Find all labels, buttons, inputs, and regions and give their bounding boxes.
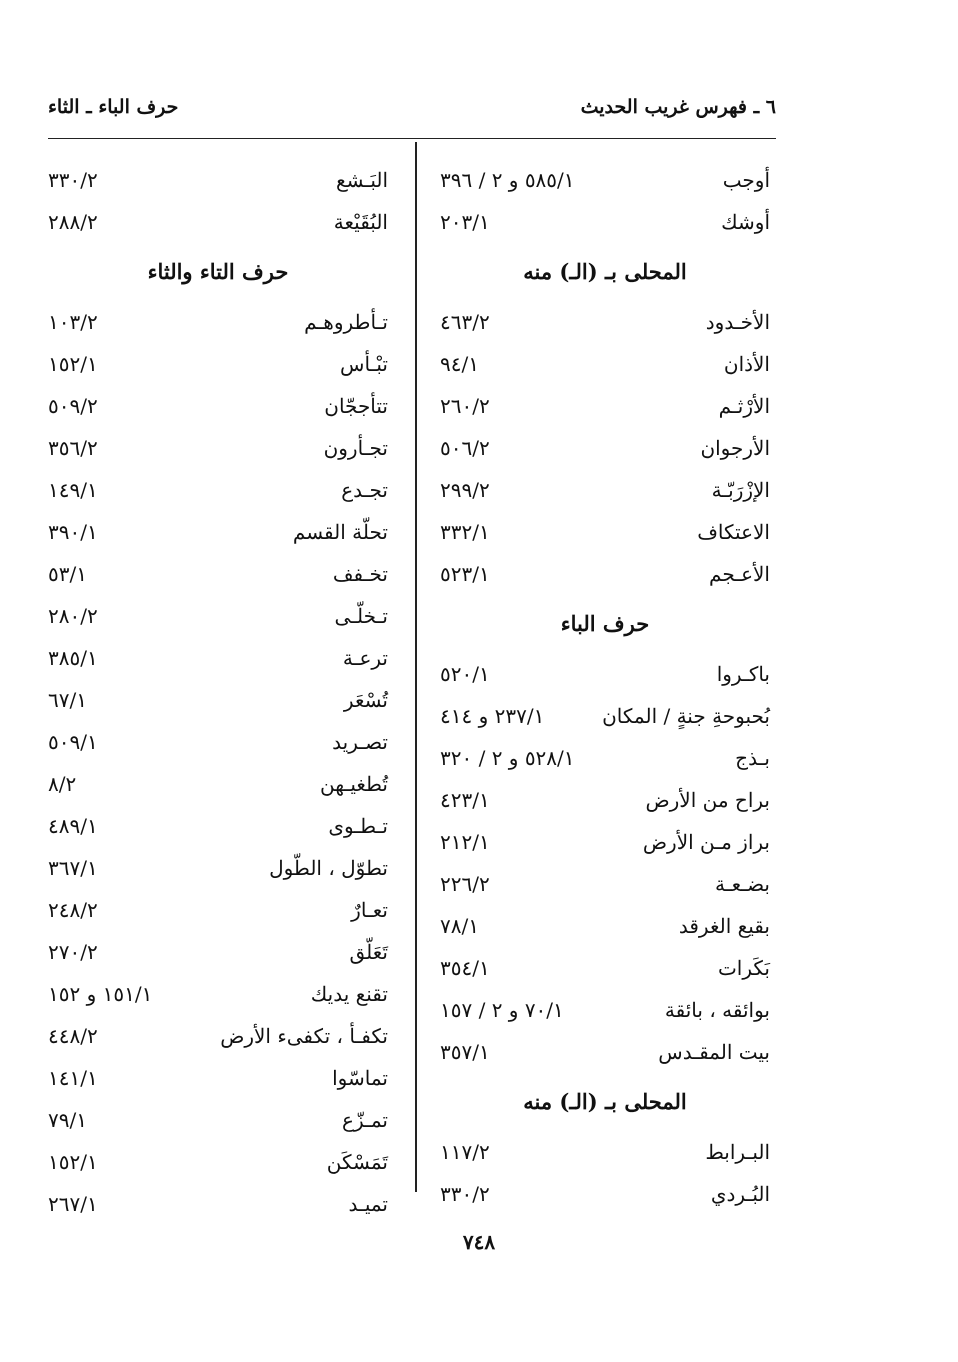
entry-reference: ١٤١/١	[48, 1066, 98, 1090]
entry-reference: ٥٢٠/١	[440, 662, 490, 686]
index-entry	[48, 847, 388, 889]
entry-reference: ٢١٢/١	[440, 830, 490, 854]
entry-term: تـخلّـى	[334, 604, 388, 628]
index-entry	[440, 301, 770, 343]
entry-term: الأعـجم	[709, 562, 770, 586]
entry-term: أوشك	[721, 210, 770, 234]
entry-reference: ٤٨٩/١	[48, 814, 98, 838]
entry-term: تكفـأ ، تكفىء الأرض	[220, 1024, 388, 1048]
header-rule	[48, 138, 776, 139]
header-letter-range: حرف الباء ـ الثاء	[48, 96, 179, 118]
index-entry	[48, 889, 388, 931]
entry-term: بوائقه ، بائقة	[664, 998, 770, 1022]
index-entry	[48, 1141, 388, 1183]
entry-reference: ٥٢٨/١ و ٢ / ٣٢٠	[440, 746, 575, 770]
entry-term: بقيع الغرقد	[678, 914, 770, 938]
index-entry	[440, 947, 770, 989]
index-entry	[48, 763, 388, 805]
entry-term: أوجب	[722, 168, 770, 192]
entry-term: تطوّل ، الطّول	[269, 856, 388, 880]
entry-term: تـطـوى	[328, 814, 388, 838]
index-entry	[48, 301, 388, 343]
index-entry	[440, 989, 770, 1031]
entry-reference: ١٥٢/١	[48, 352, 98, 376]
index-entry	[48, 595, 388, 637]
index-entry	[48, 805, 388, 847]
index-entry	[48, 385, 388, 427]
index-entry	[48, 201, 388, 243]
entry-reference: ٣٥٦/٢	[48, 436, 98, 460]
entry-term: تَمَسْكَن	[326, 1150, 388, 1174]
index-entry	[440, 695, 770, 737]
index-entry	[48, 637, 388, 679]
index-entry	[440, 343, 770, 385]
entry-reference: ٥٠٩/١	[48, 730, 98, 754]
entry-term: تُسْعَر	[343, 688, 388, 712]
index-column-left	[48, 159, 388, 1225]
entry-reference: ٢٤٨/٢	[48, 898, 98, 922]
entry-term: الأذان	[723, 352, 770, 376]
index-entry	[440, 511, 770, 553]
entry-reference: ٢٦٠/٢	[440, 394, 490, 418]
entry-term: براح من الأرض	[645, 788, 770, 812]
entry-term: تميـد	[348, 1192, 388, 1216]
entry-term: البُقَيْعة	[333, 210, 388, 234]
entry-term: البـرابط	[705, 1140, 770, 1164]
entry-reference: ٢٨٠/٢	[48, 604, 98, 628]
entry-term: تجـأرون	[323, 436, 388, 460]
entry-reference: ١٤٩/١	[48, 478, 98, 502]
entry-term: تُطغيـهن	[320, 772, 388, 796]
index-entry	[440, 469, 770, 511]
index-entry	[440, 737, 770, 779]
entry-term: البُـردي	[710, 1182, 770, 1206]
section-heading: المحلى بـ (الـ) منه	[523, 1089, 687, 1114]
section-heading: حرف التاء والثاء	[147, 259, 289, 284]
entry-term: تقنع يديك	[310, 982, 388, 1006]
entry-term: الاعتكاف	[697, 520, 770, 544]
index-entry	[48, 1057, 388, 1099]
entry-reference: ٣٨٥/١	[48, 646, 98, 670]
entry-term: براز مـن الأرض	[642, 830, 770, 854]
entry-reference: ٧٩/١	[48, 1108, 87, 1132]
entry-reference: ٧٨/١	[440, 914, 479, 938]
entry-term: بـذج	[735, 746, 770, 770]
index-entry	[48, 679, 388, 721]
entry-term: بضـعـة	[715, 872, 770, 896]
entry-reference: ٥٨٥/١ و ٢ / ٣٩٦	[440, 168, 575, 192]
section-heading: المحلى بـ (الـ) منه	[523, 259, 687, 284]
entry-term: تـأطروهـم	[304, 310, 388, 334]
index-entry	[440, 821, 770, 863]
index-entry	[440, 1131, 770, 1173]
entry-reference: ١١٧/٢	[440, 1140, 490, 1164]
entry-reference: ٢٢٦/٢	[440, 872, 490, 896]
entry-term: باكـروا	[716, 662, 770, 686]
entry-reference: ١٥١/١ و ١٥٢	[48, 982, 153, 1006]
entry-reference: ٥٢٣/١	[440, 562, 490, 586]
entry-term: بَكَرات	[717, 956, 770, 980]
entry-term: الأخـدود	[705, 310, 770, 334]
index-entry	[440, 1173, 770, 1215]
entry-term: الأرْثـم	[718, 394, 770, 418]
index-entry	[48, 721, 388, 763]
entry-reference: ٣٣٠/٢	[440, 1182, 490, 1206]
entry-term: ترعـة	[342, 646, 388, 670]
entry-reference: ٤٦٣/٢	[440, 310, 490, 334]
entry-reference: ٥٠٦/٢	[440, 436, 490, 460]
entry-reference: ٨/٢	[48, 772, 77, 796]
section-heading: حرف الباء	[560, 611, 650, 636]
index-entry	[440, 779, 770, 821]
entry-reference: ٢٨٨/٢	[48, 210, 98, 234]
index-entry	[48, 427, 388, 469]
index-entry	[440, 201, 770, 243]
column-divider	[415, 142, 417, 1192]
entry-reference: ٣٩٠/١	[48, 520, 98, 544]
entry-reference: ٥٠٩/٢	[48, 394, 98, 418]
entry-term: تعـارٌ	[351, 898, 388, 922]
index-entry	[48, 931, 388, 973]
index-entry	[440, 553, 770, 595]
entry-reference: ٢٧٠/٢	[48, 940, 98, 964]
entry-reference: ٣٥٧/١	[440, 1040, 490, 1064]
entry-reference: ٦٧/١	[48, 688, 87, 712]
entry-term: تَعَلّق	[349, 940, 388, 964]
entry-reference: ٣٣٠/٢	[48, 168, 98, 192]
index-entry	[48, 973, 388, 1015]
index-entry	[48, 1099, 388, 1141]
index-entry	[48, 1183, 388, 1225]
index-entry	[440, 653, 770, 695]
index-entry	[48, 1015, 388, 1057]
index-entry	[440, 427, 770, 469]
index-entry	[48, 469, 388, 511]
index-entry	[440, 159, 770, 201]
entry-term: البَـشع	[335, 168, 388, 192]
entry-reference: ٣٥٤/١	[440, 956, 490, 980]
entry-term: تخـفف	[332, 562, 388, 586]
entry-term: تجـدع	[341, 478, 388, 502]
entry-term: تمـزّع	[342, 1108, 388, 1132]
index-entry	[48, 553, 388, 595]
entry-term: الأرجوان	[700, 436, 770, 460]
entry-term: الإزْرَبّـة	[711, 478, 770, 502]
index-column-right	[440, 159, 770, 1215]
entry-term: تماسّوا	[332, 1066, 388, 1090]
entry-reference: ١٥٢/١	[48, 1150, 98, 1174]
running-header	[48, 96, 776, 126]
page-number: ٧٤٨	[462, 1230, 496, 1254]
entry-term: تتأججّان	[324, 394, 388, 418]
index-entry	[440, 863, 770, 905]
index-entry	[48, 511, 388, 553]
header-section-title: ٦ ـ فهرس غريب الحديث	[580, 96, 776, 118]
entry-reference: ٥٣/١	[48, 562, 87, 586]
entry-reference: ٤٢٣/١	[440, 788, 490, 812]
entry-reference: ٩٤/١	[440, 352, 479, 376]
entry-term: تصـريد	[332, 730, 388, 754]
index-entry	[440, 1031, 770, 1073]
entry-reference: ٣٦٧/١	[48, 856, 98, 880]
index-entry	[440, 905, 770, 947]
entry-term: تبْـأس	[340, 352, 388, 376]
entry-term: بُحبوحةِ جنةٍ / المكان	[602, 704, 770, 728]
index-entry	[48, 343, 388, 385]
entry-reference: ٤٤٨/٢	[48, 1024, 98, 1048]
entry-term: تحلّة القسم	[292, 520, 388, 544]
index-entry	[440, 385, 770, 427]
entry-reference: ٢٣٧/١ و ٤١٤	[440, 704, 545, 728]
index-entry	[48, 159, 388, 201]
entry-reference: ٢٠٣/١	[440, 210, 490, 234]
entry-reference: ٢٩٩/٢	[440, 478, 490, 502]
entry-reference: ٣٣٢/١	[440, 520, 490, 544]
entry-reference: ٢٦٧/١	[48, 1192, 98, 1216]
entry-reference: ٧٠/١ و ٢ / ١٥٧	[440, 998, 564, 1022]
entry-reference: ١٠٣/٢	[48, 310, 98, 334]
entry-term: بيت المقـدس	[658, 1040, 770, 1064]
